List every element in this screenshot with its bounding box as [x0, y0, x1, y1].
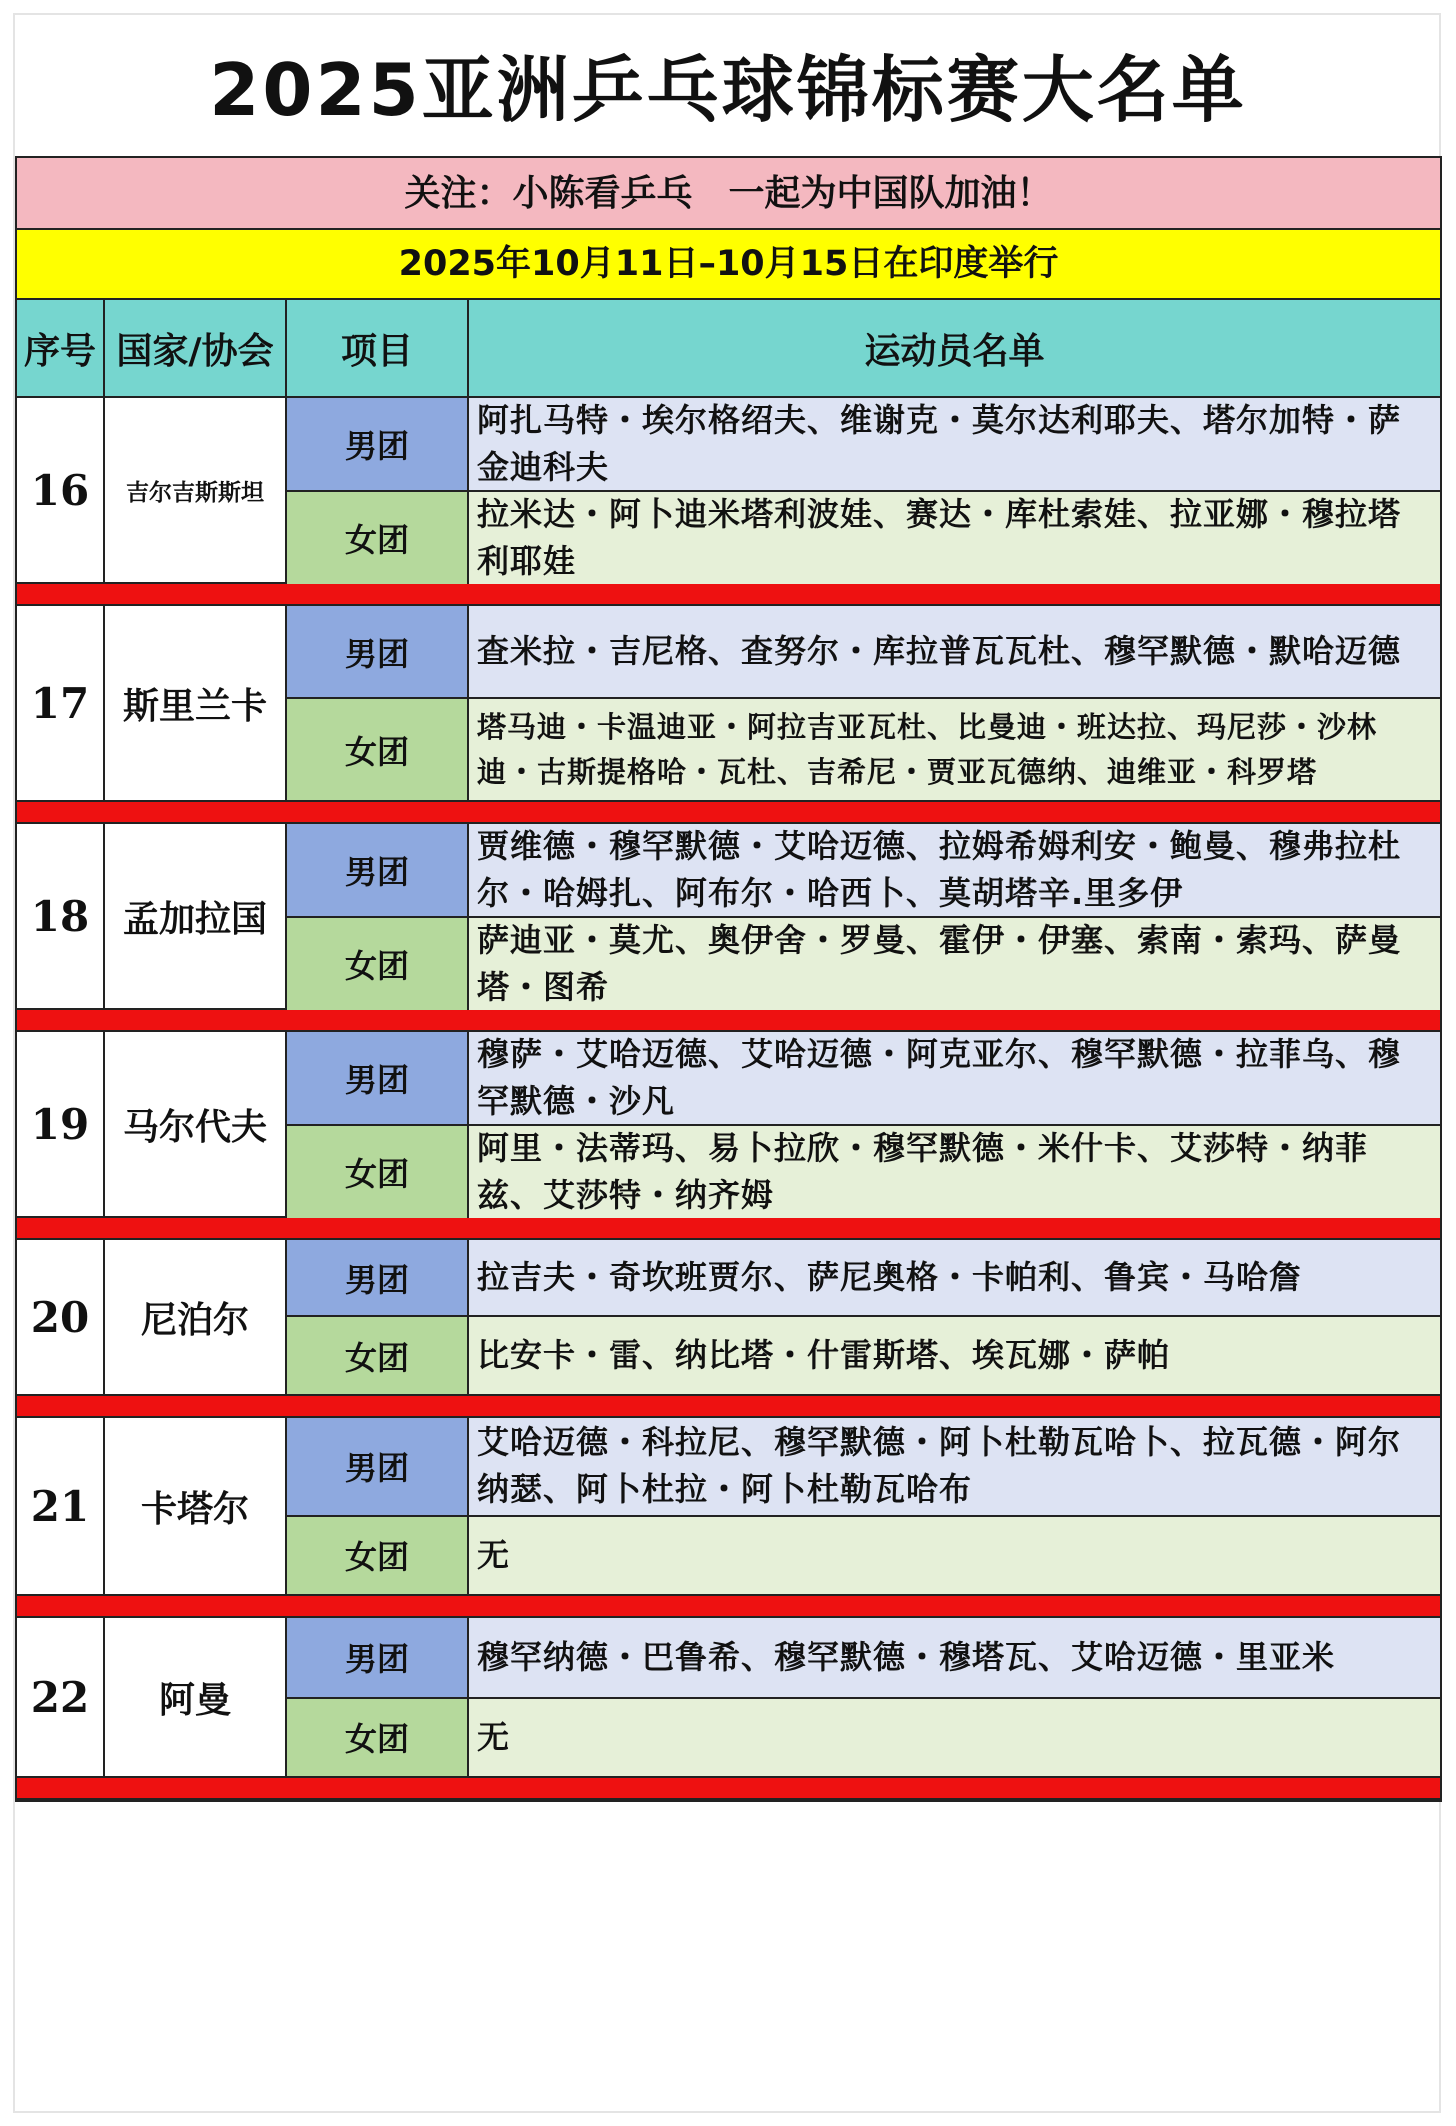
group-separator	[17, 584, 1440, 606]
player-list: 拉吉夫・奇坎班贾尔、萨尼奥格・卡帕利、鲁宾・马哈詹	[469, 1240, 1440, 1315]
player-list: 艾哈迈德・科拉尼、穆罕默德・阿卜杜勒瓦哈卜、拉瓦德・阿尔纳瑟、阿卜杜拉・阿卜杜勒瓦哈布	[469, 1418, 1440, 1515]
women-team-row	[287, 697, 1440, 800]
country-group	[17, 824, 1440, 1010]
player-list: 拉米达・阿卜迪米塔利波娃、赛达・库杜索娃、拉亚娜・穆拉塔利耶娃	[469, 492, 1440, 584]
country-name: 阿曼	[105, 1618, 287, 1776]
event-label: 男团	[287, 1240, 469, 1315]
player-list: 贾维德・穆罕默德・艾哈迈德、拉姆希姆利安・鲍曼、穆弗拉杜尔・哈姆扎、阿布尔・哈西卜、莫胡塔辛.里多伊	[469, 824, 1440, 916]
event-label: 女团	[287, 1699, 469, 1776]
men-team-row	[287, 1032, 1440, 1124]
men-team-row	[287, 606, 1440, 697]
event-label: 女团	[287, 1517, 469, 1594]
player-list: 穆罕纳德・巴鲁希、穆罕默德・穆塔瓦、艾哈迈德・里亚米	[469, 1618, 1440, 1697]
roster-table	[15, 156, 1442, 1802]
event-label: 男团	[287, 1618, 469, 1697]
group-number: 17	[17, 606, 105, 800]
player-list: 比安卡・雷、纳比塔・什雷斯塔、埃瓦娜・萨帕	[469, 1317, 1440, 1394]
player-list: 萨迪亚・莫尤、奥伊舍・罗曼、霍伊・伊塞、索南・索玛、萨曼塔・图希	[469, 918, 1440, 1010]
event-label: 女团	[287, 1317, 469, 1394]
country-group	[17, 606, 1440, 802]
group-number: 19	[17, 1032, 105, 1216]
women-team-row	[287, 1315, 1440, 1394]
group-separator	[17, 1218, 1440, 1240]
men-team-row	[287, 824, 1440, 916]
women-team-row	[287, 916, 1440, 1010]
men-team-row	[287, 1418, 1440, 1515]
men-team-row	[287, 1618, 1440, 1697]
player-list: 阿里・法蒂玛、易卜拉欣・穆罕默德・米什卡、艾莎特・纳菲兹、艾莎特・纳齐姆	[469, 1126, 1440, 1218]
country-group	[17, 1618, 1440, 1778]
women-team-row	[287, 1515, 1440, 1594]
men-team-row	[287, 1240, 1440, 1315]
player-list: 穆萨・艾哈迈德、艾哈迈德・阿克亚尔、穆罕默德・拉菲乌、穆罕默德・沙凡	[469, 1032, 1440, 1124]
women-team-row	[287, 1124, 1440, 1218]
player-list: 阿扎马特・埃尔格绍夫、维谢克・莫尔达利耶夫、塔尔加特・萨金迪科夫	[469, 398, 1440, 490]
player-list: 塔马迪・卡温迪亚・阿拉吉亚瓦杜、比曼迪・班达拉、玛尼莎・沙林迪・古斯提格哈・瓦杜、吉希尼・贾亚瓦德纳、迪维亚・科罗塔	[469, 699, 1440, 800]
header-event: 项目	[287, 300, 469, 396]
player-list: 无	[469, 1699, 1440, 1776]
event-label: 女团	[287, 699, 469, 800]
group-separator	[17, 1596, 1440, 1618]
event-label: 男团	[287, 606, 469, 697]
table-header	[17, 300, 1440, 398]
group-number: 22	[17, 1618, 105, 1776]
date-banner: 2025年10月11日–10月15日在印度举行	[17, 230, 1440, 300]
player-list: 查米拉・吉尼格、查努尔・库拉普瓦瓦杜、穆罕默德・默哈迈德	[469, 606, 1440, 697]
header-country: 国家/协会	[105, 300, 287, 396]
event-label: 男团	[287, 824, 469, 916]
country-name: 马尔代夫	[105, 1032, 287, 1216]
women-team-row	[287, 490, 1440, 584]
country-group	[17, 398, 1440, 584]
group-number: 20	[17, 1240, 105, 1394]
event-label: 男团	[287, 1418, 469, 1515]
group-number: 18	[17, 824, 105, 1008]
country-group	[17, 1240, 1440, 1396]
page-title: 2025亚洲乒乓球锦标赛大名单	[209, 48, 1247, 132]
group-separator	[17, 1010, 1440, 1032]
player-list: 无	[469, 1517, 1440, 1594]
country-name: 卡塔尔	[105, 1418, 287, 1594]
header-num: 序号	[17, 300, 105, 396]
women-team-row	[287, 1697, 1440, 1776]
group-separator	[17, 1778, 1440, 1800]
event-label: 女团	[287, 492, 469, 584]
country-name: 尼泊尔	[105, 1240, 287, 1394]
country-name: 孟加拉国	[105, 824, 287, 1008]
country-group	[17, 1418, 1440, 1596]
group-separator	[17, 802, 1440, 824]
country-group	[17, 1032, 1440, 1218]
event-label: 男团	[287, 1032, 469, 1124]
men-team-row	[287, 398, 1440, 490]
group-number: 21	[17, 1418, 105, 1594]
country-name: 吉尔吉斯斯坦	[105, 398, 287, 582]
group-number: 16	[17, 398, 105, 582]
group-separator	[17, 1396, 1440, 1418]
country-name: 斯里兰卡	[105, 606, 287, 800]
event-label: 女团	[287, 1126, 469, 1218]
header-players: 运动员名单	[864, 330, 1045, 372]
follow-banner: 关注：小陈看乒乓 一起为中国队加油！	[17, 158, 1440, 230]
event-label: 女团	[287, 918, 469, 1010]
event-label: 男团	[287, 398, 469, 490]
